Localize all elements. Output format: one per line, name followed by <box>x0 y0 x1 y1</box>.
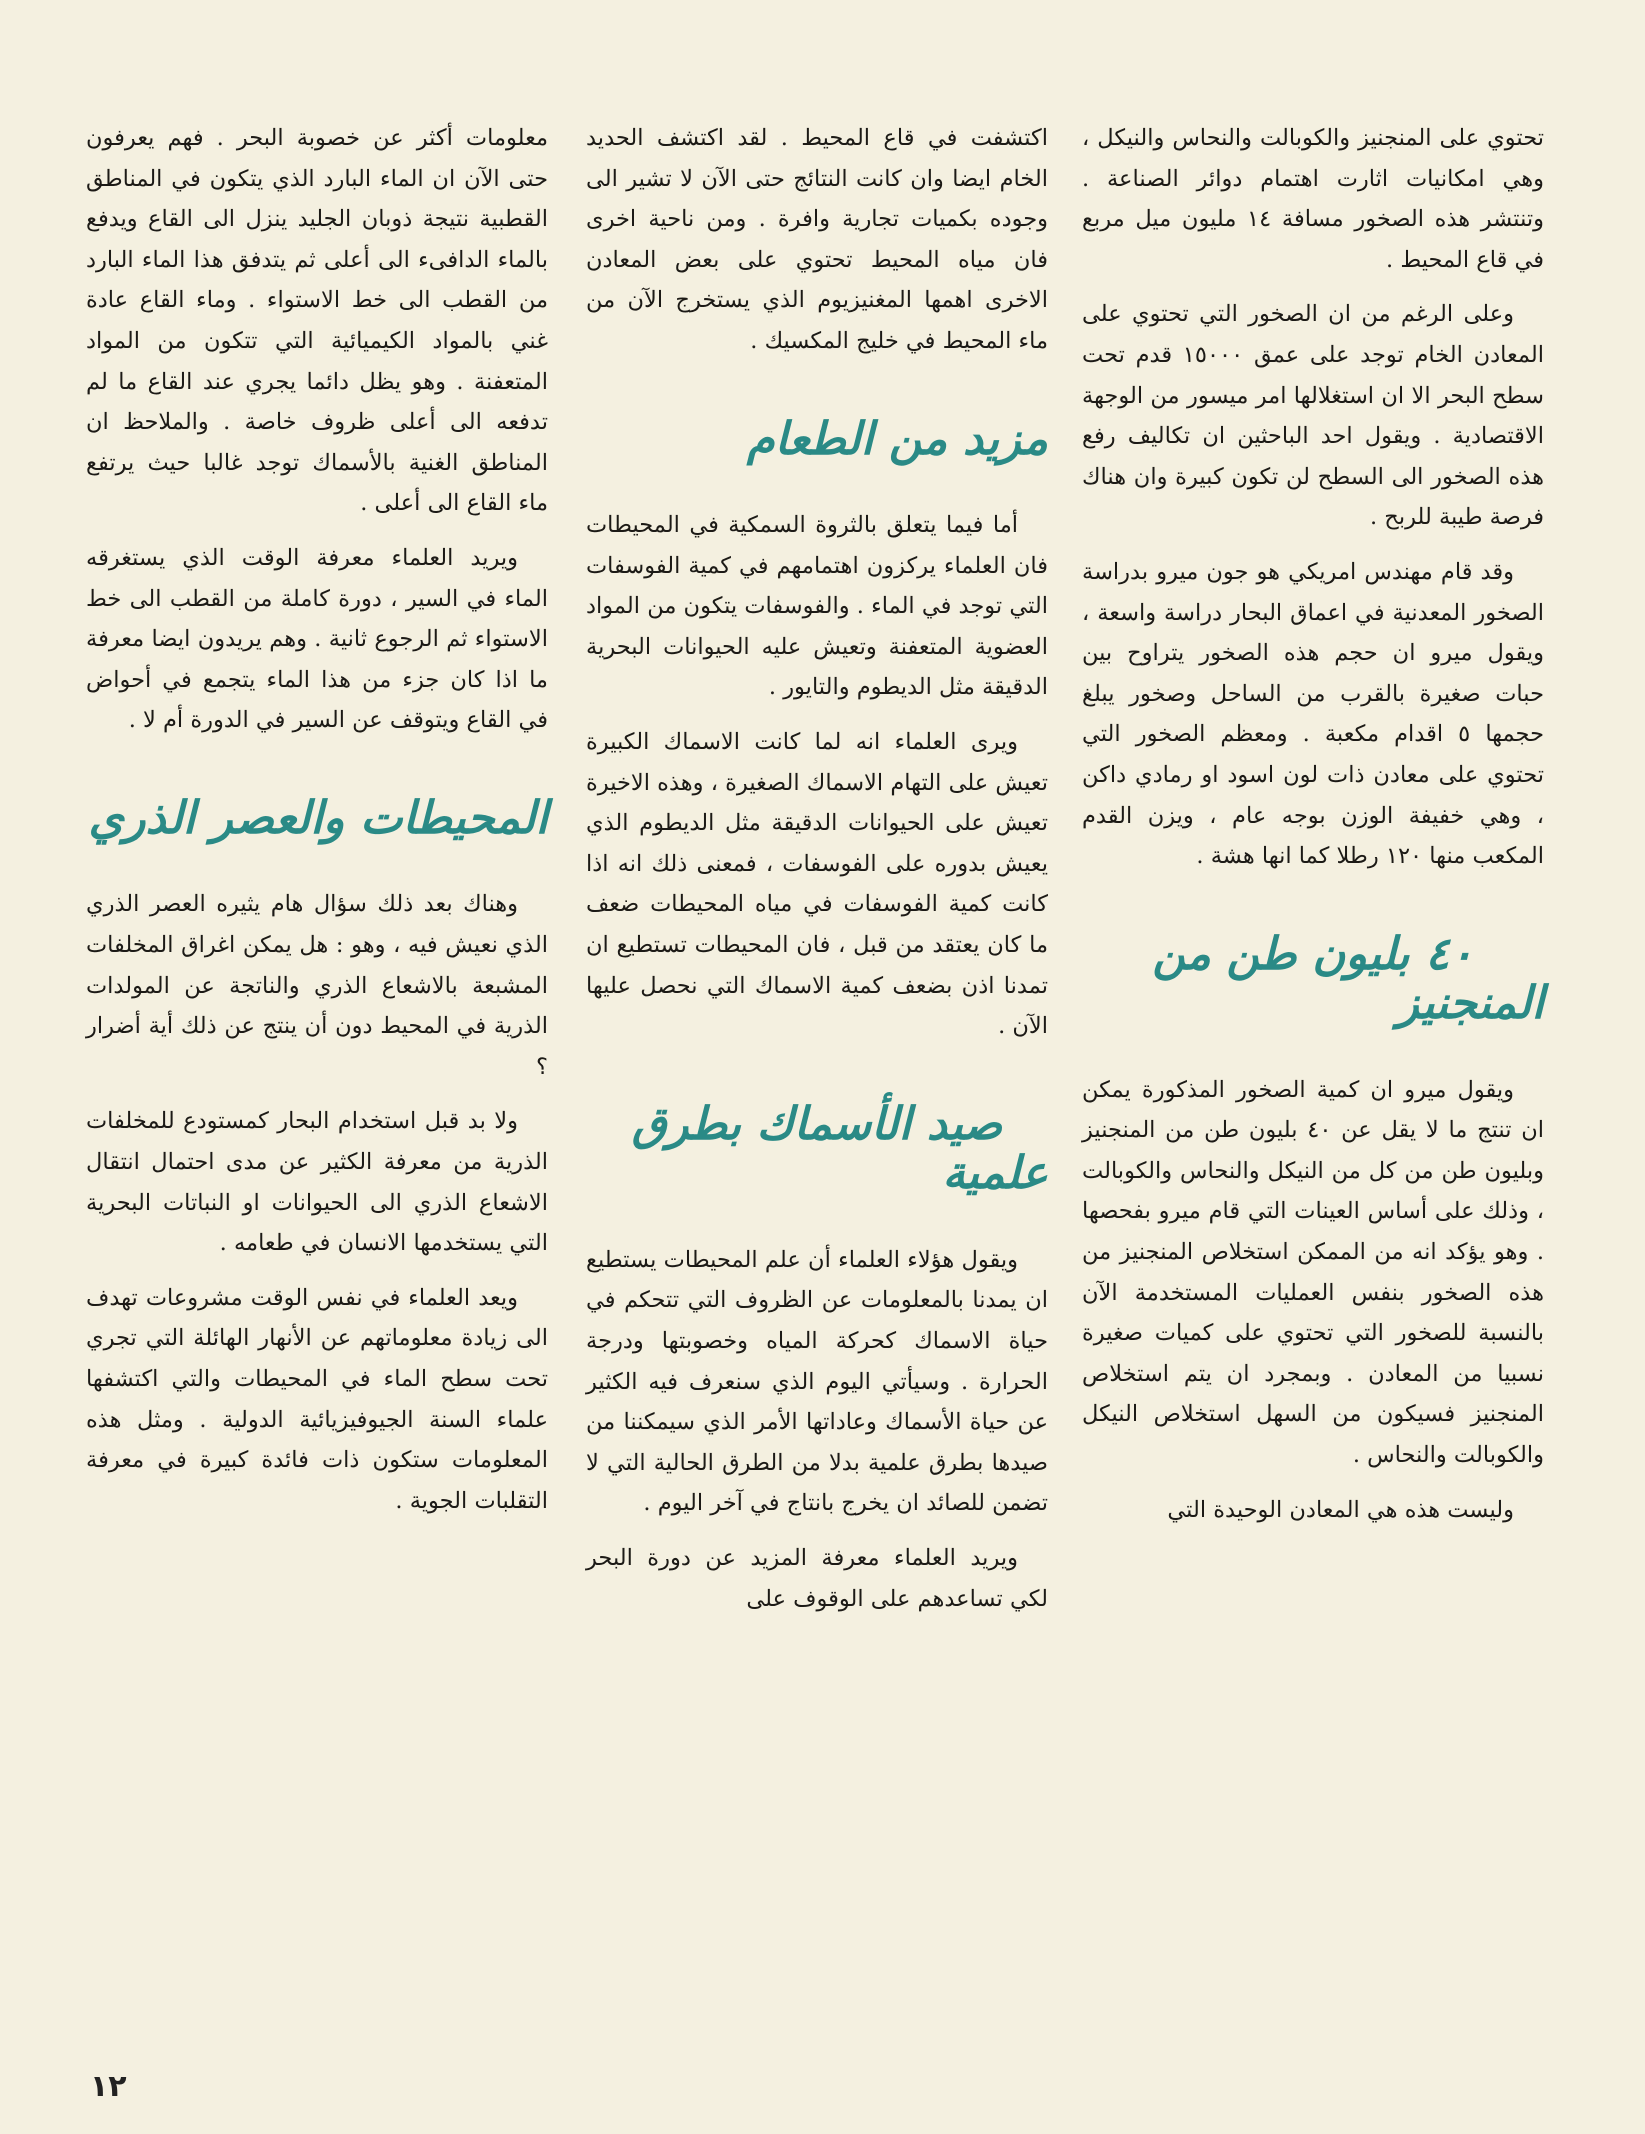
section-heading-atomic-age: المحيطات والعصر الذري <box>88 790 548 844</box>
paragraph: اكتشفت في قاع المحيط . لقد اكتشف الحديد الخام ايضا وان كانت النتائج حتى الآن لا تشير الى وجوده بكميات تجارية وافرة . ومن ناحية اخرى فان مياه المحيط تحتوي على بعض المعادن الاخرى اهمها المغنيزيوم الذي يستخرج الآن من ماء المحيط في خليج المكسيك . <box>586 125 1048 354</box>
paragraph: ويريد العلماء معرفة الوقت الذي يستغرقه الماء في السير ، دورة كاملة من القطب الى خط الاستواء ثم الرجوع ثانية . وهم يريدون ايضا معرفة ما اذا كان جزء من هذا الماء يتجمع في أحواض في القاع ويتوقف عن السير في الدورة أم لا . <box>86 544 548 734</box>
paragraph: وقد قام مهندس امريكي هو جون ميرو بدراسة الصخور المعدنية في اعماق البحار دراسة واسعة ، ويقول ميرو ان حجم هذه الصخور يتراوح بين حبات صغيرة بالقرب من الساحل وصخور يبلغ حجمها ٥ اقدام مكعبة . ومعظم الصخور التي تحتوي على معادن ذات لون اسود او رمادي داكن ، وهي خفيفة الوزن بوجه عام ، ويزن القدم المكعب منها ١٢٠ رطلا كما انها هشة . <box>1082 558 1544 870</box>
page-number: ١٢ <box>90 2069 127 2104</box>
paragraph: معلومات أكثر عن خصوبة البحر . فهم يعرفون حتى الآن ان الماء البارد الذي يتكون في المناطق القطبية نتيجة ذوبان الجليد ينزل الى القاع ويدفع بالماء الدافىء الى أعلى ثم يتدفق هذا الماء البارد من القطب الى خط الاستواء . وماء القاع عادة غني بالمواد الكيميائية التي تتكون من المواد المتعفنة . وهو يظل دائما يجري عند القاع ما لم تدفعه الى أعلى ظروف خاصة . والملاحظ ان المناطق الغنية بالأسماك توجد غالبا حيث يرتفع ماء القاع الى أعلى . <box>86 125 548 517</box>
paragraph: ويعد العلماء في نفس الوقت مشروعات تهدف الى زيادة معلوماتهم عن الأنهار الهائلة التي تجري تحت سطح الماء في المحيطات والتي اكتشفها علماء السنة الجيوفيزيائية الدولية . ومثل هذه المعلومات ستكون ذات فائدة كبيرة في معرفة التقلبات الجوية . <box>86 1284 548 1514</box>
column-right <box>1082 118 1544 1544</box>
column-middle <box>586 118 1048 1633</box>
paragraph: ويقول هؤلاء العلماء أن علم المحيطات يستطيع ان يمدنا بالمعلومات عن الظروف التي تتحكم في حياة الاسماك كحركة المياه وخصوبتها ودرجة الحرارة . وسيأتي اليوم الذي سنعرف فيه الكثير عن حياة الأسماك وعاداتها الأمر الذي سيمكننا من صيدها بطرق علمية بدلا من الطرق الحالية التي لا تضمن للصائد ان يخرج بانتاج في آخر اليوم . <box>586 1246 1048 1517</box>
section-heading-scientific-fishing: صيد الأسماك بطرق علمية <box>631 1096 1048 1200</box>
paragraph: وهناك بعد ذلك سؤال هام يثيره العصر الذري الذي نعيش فيه ، وهو : هل يمكن اغراق المخلفات المشبعة بالاشعاع الذري والناتجة عن المولدات الذرية في المحيط دون أن ينتج عن ذلك أية أضرار ؟ <box>86 891 548 1080</box>
paragraph: وعلى الرغم من ان الصخور التي تحتوي على المعادن الخام توجد على عمق ١٥٠٠٠ قدم تحت سطح البحر الا ان استغلالها امر ميسور من الوجهة الاقتصادية . ويقول احد الباحثين ان تكاليف رفع هذه الصخور الى السطح لن تكون كبيرة وان هناك فرصة طيبة للربح . <box>1082 301 1544 531</box>
paragraph: ولا بد قبل استخدام البحار كمستودع للمخلفات الذرية من معرفة الكثير عن مدى احتمال انتقال الاشعاع الذري الى الحيوانات او النباتات البحرية التي يستخدمها الانسان في طعامه . <box>86 1108 548 1257</box>
paragraph: ويريد العلماء معرفة المزيد عن دورة البحر لكي تساعدهم على الوقوف على <box>586 1544 1048 1612</box>
paragraph: ويقول ميرو ان كمية الصخور المذكورة يمكن ان تنتج ما لا يقل عن ٤٠ بليون طن من المنجنيز وبليون طن من كل من النيكل والنحاس والكوبالت ، وذلك على أساس العينات التي قام ميرو بفحصها . وهو يؤكد انه من الممكن استخلاص المنجنيز من هذه الصخور بنفس العمليات المستخدمة الآن بالنسبة للصخور التي تحتوي على كميات صغيرة نسبيا من المعادن . وبمجرد ان يتم استخلاص المنجنيز فسيكون من السهل استخلاص النيكل والكوبالت والنحاس . <box>1082 1076 1544 1469</box>
section-heading-manganese: ٤٠ بليون طن من المنجنيز <box>1152 926 1544 1030</box>
paragraph: تحتوي على المنجنيز والكوبالت والنحاس والنيكل ، وهي امكانيات اثارت اهتمام دوائر الصناعة . وتنتشر هذه الصخور مسافة ١٤ مليون ميل مربع في قاع المحيط . <box>1082 125 1544 273</box>
column-left <box>86 118 548 1535</box>
paragraph: ويرى العلماء انه لما كانت الاسماك الكبيرة تعيش على التهام الاسماك الصغيرة ، وهذه الاخيرة تعيش على الحيوانات الدقيقة مثل الديطوم الذي يعيش بدوره على الفوسفات ، فمعنى ذلك انه اذا كانت كمية الفوسفات في مياه المحيطات ضعف ما كان يعتقد من قبل ، فان المحيطات تستطيع ان تمدنا اذن بضعف كمية الاسماك التي نحصل عليها الآن . <box>586 729 1048 1040</box>
section-heading-more-food: مزيد من الطعام <box>746 411 1048 465</box>
paragraph: وليست هذه هي المعادن الوحيدة التي <box>1167 1496 1514 1523</box>
paragraph: أما فيما يتعلق بالثروة السمكية في المحيطات فان العلماء يركزون اهتمامهم في كمية الفوسفات التي توجد في الماء . والفوسفات يتكون من المواد العضوية المتعفنة وتعيش عليه الحيوانات البحرية الدقيقة مثل الديطوم والتايور . <box>586 512 1048 701</box>
